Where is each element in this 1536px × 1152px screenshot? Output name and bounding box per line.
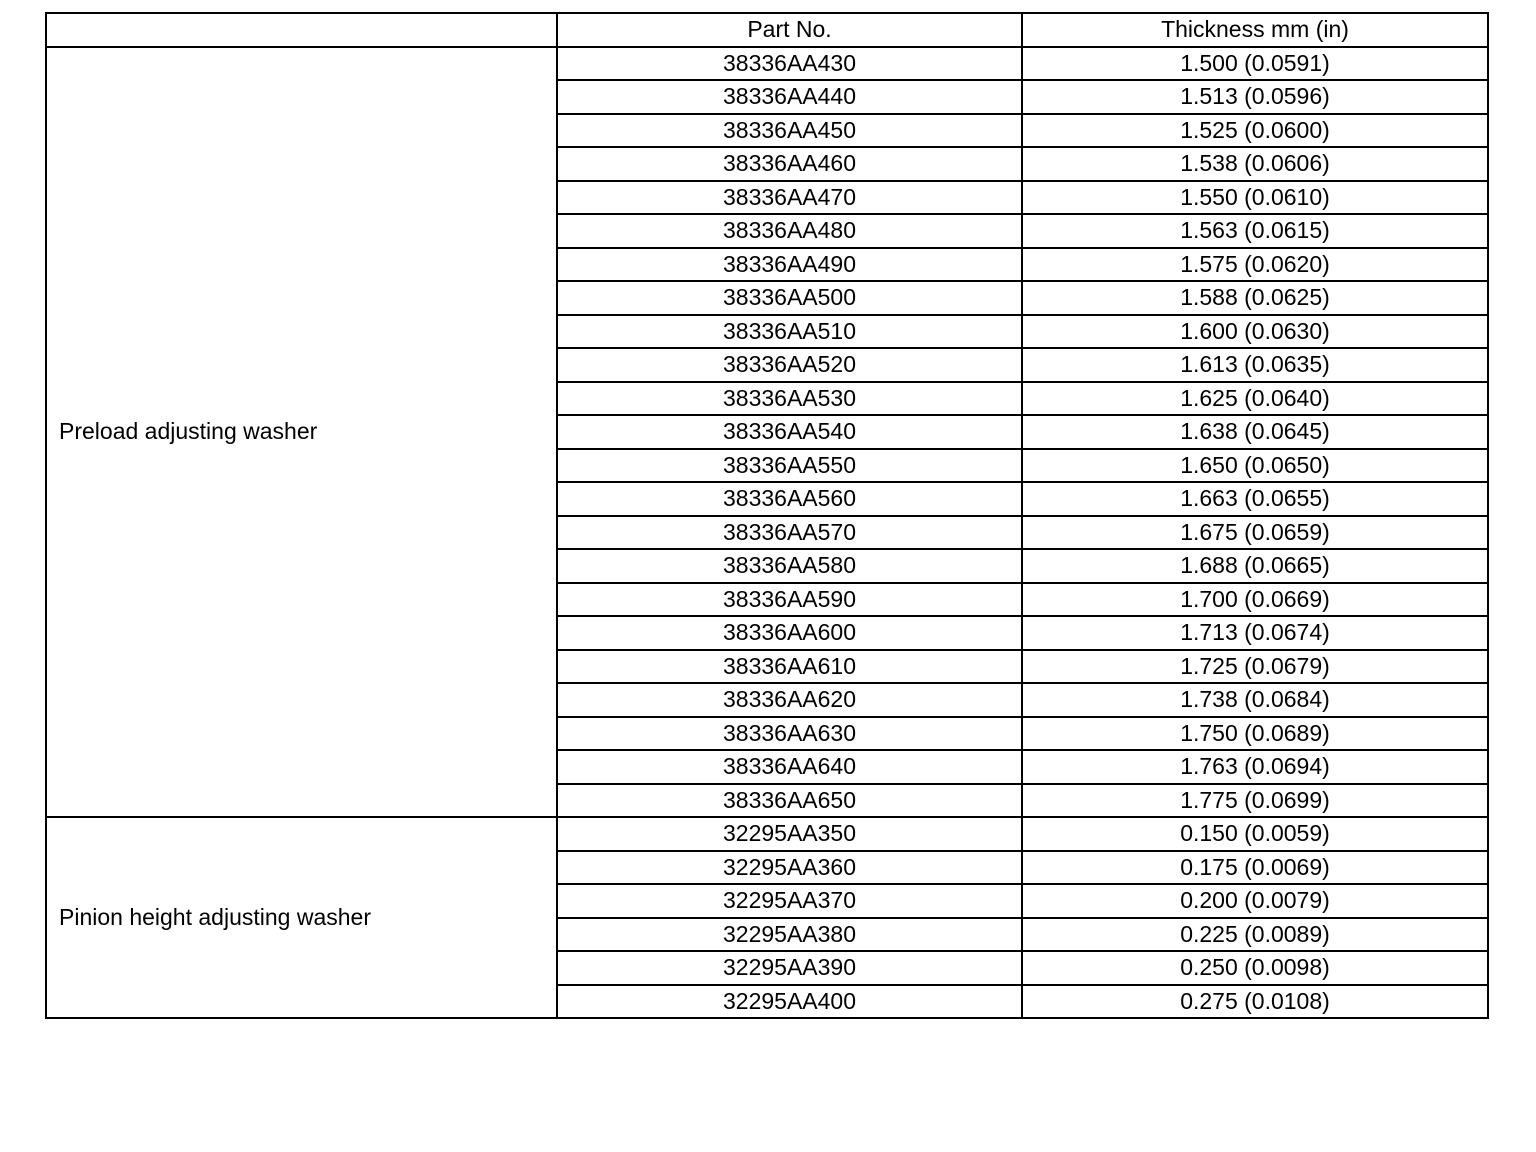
part-no-cell: 38336AA630: [557, 717, 1022, 751]
part-no-cell: 38336AA430: [557, 47, 1022, 81]
thickness-cell: 1.738 (0.0684): [1022, 683, 1488, 717]
part-no-cell: 32295AA400: [557, 985, 1022, 1019]
thickness-cell: 1.625 (0.0640): [1022, 382, 1488, 416]
part-no-cell: 38336AA480: [557, 214, 1022, 248]
thickness-cell: 1.713 (0.0674): [1022, 616, 1488, 650]
thickness-cell: 1.725 (0.0679): [1022, 650, 1488, 684]
part-no-cell: 38336AA470: [557, 181, 1022, 215]
thickness-cell: 1.750 (0.0689): [1022, 717, 1488, 751]
thickness-cell: 0.150 (0.0059): [1022, 817, 1488, 851]
thickness-cell: 1.688 (0.0665): [1022, 549, 1488, 583]
part-no-cell: 38336AA450: [557, 114, 1022, 148]
thickness-cell: 1.700 (0.0669): [1022, 583, 1488, 617]
thickness-cell: 1.763 (0.0694): [1022, 750, 1488, 784]
thickness-cell: 0.225 (0.0089): [1022, 918, 1488, 952]
group-name-cell: Preload adjusting washer: [46, 47, 557, 818]
thickness-cell: 1.650 (0.0650): [1022, 449, 1488, 483]
part-no-cell: 38336AA560: [557, 482, 1022, 516]
part-no-cell: 38336AA490: [557, 248, 1022, 282]
part-no-cell: 32295AA370: [557, 884, 1022, 918]
part-no-cell: 38336AA530: [557, 382, 1022, 416]
thickness-cell: 1.525 (0.0600): [1022, 114, 1488, 148]
thickness-cell: 1.663 (0.0655): [1022, 482, 1488, 516]
thickness-cell: 1.500 (0.0591): [1022, 47, 1488, 81]
thickness-cell: 0.250 (0.0098): [1022, 951, 1488, 985]
thickness-cell: 1.613 (0.0635): [1022, 348, 1488, 382]
table-row: [46, 47, 1488, 81]
part-no-cell: 38336AA550: [557, 449, 1022, 483]
part-no-cell: 38336AA590: [557, 583, 1022, 617]
thickness-cell: 1.588 (0.0625): [1022, 281, 1488, 315]
part-no-cell: 38336AA460: [557, 147, 1022, 181]
part-no-cell: 38336AA610: [557, 650, 1022, 684]
part-no-cell: 38336AA650: [557, 784, 1022, 818]
thickness-cell: 0.175 (0.0069): [1022, 851, 1488, 885]
thickness-cell: 1.550 (0.0610): [1022, 181, 1488, 215]
thickness-cell: 1.513 (0.0596): [1022, 80, 1488, 114]
header-cell-item: [46, 13, 557, 47]
thickness-cell: 1.675 (0.0659): [1022, 516, 1488, 550]
thickness-cell: 1.600 (0.0630): [1022, 315, 1488, 349]
thickness-cell: 1.538 (0.0606): [1022, 147, 1488, 181]
part-no-cell: 38336AA570: [557, 516, 1022, 550]
group-name-cell: Pinion height adjusting washer: [46, 817, 557, 1018]
header-row: [46, 13, 1488, 47]
part-no-cell: 38336AA500: [557, 281, 1022, 315]
part-no-cell: 38336AA620: [557, 683, 1022, 717]
part-no-cell: 32295AA360: [557, 851, 1022, 885]
washer-spec-table: [45, 12, 1489, 1019]
part-no-cell: 32295AA390: [557, 951, 1022, 985]
table-row: [46, 817, 1488, 851]
part-no-cell: 38336AA520: [557, 348, 1022, 382]
table-body: [46, 47, 1488, 1019]
part-no-cell: 32295AA380: [557, 918, 1022, 952]
thickness-cell: 0.200 (0.0079): [1022, 884, 1488, 918]
part-no-cell: 38336AA600: [557, 616, 1022, 650]
part-no-cell: 38336AA440: [557, 80, 1022, 114]
part-no-cell: 38336AA580: [557, 549, 1022, 583]
header-cell-part-no: Part No.: [557, 13, 1022, 47]
part-no-cell: 32295AA350: [557, 817, 1022, 851]
part-no-cell: 38336AA640: [557, 750, 1022, 784]
thickness-cell: 1.638 (0.0645): [1022, 415, 1488, 449]
thickness-cell: 1.575 (0.0620): [1022, 248, 1488, 282]
thickness-cell: 0.275 (0.0108): [1022, 985, 1488, 1019]
part-no-cell: 38336AA510: [557, 315, 1022, 349]
thickness-cell: 1.563 (0.0615): [1022, 214, 1488, 248]
thickness-cell: 1.775 (0.0699): [1022, 784, 1488, 818]
header-cell-thickness: Thickness mm (in): [1022, 13, 1488, 47]
part-no-cell: 38336AA540: [557, 415, 1022, 449]
